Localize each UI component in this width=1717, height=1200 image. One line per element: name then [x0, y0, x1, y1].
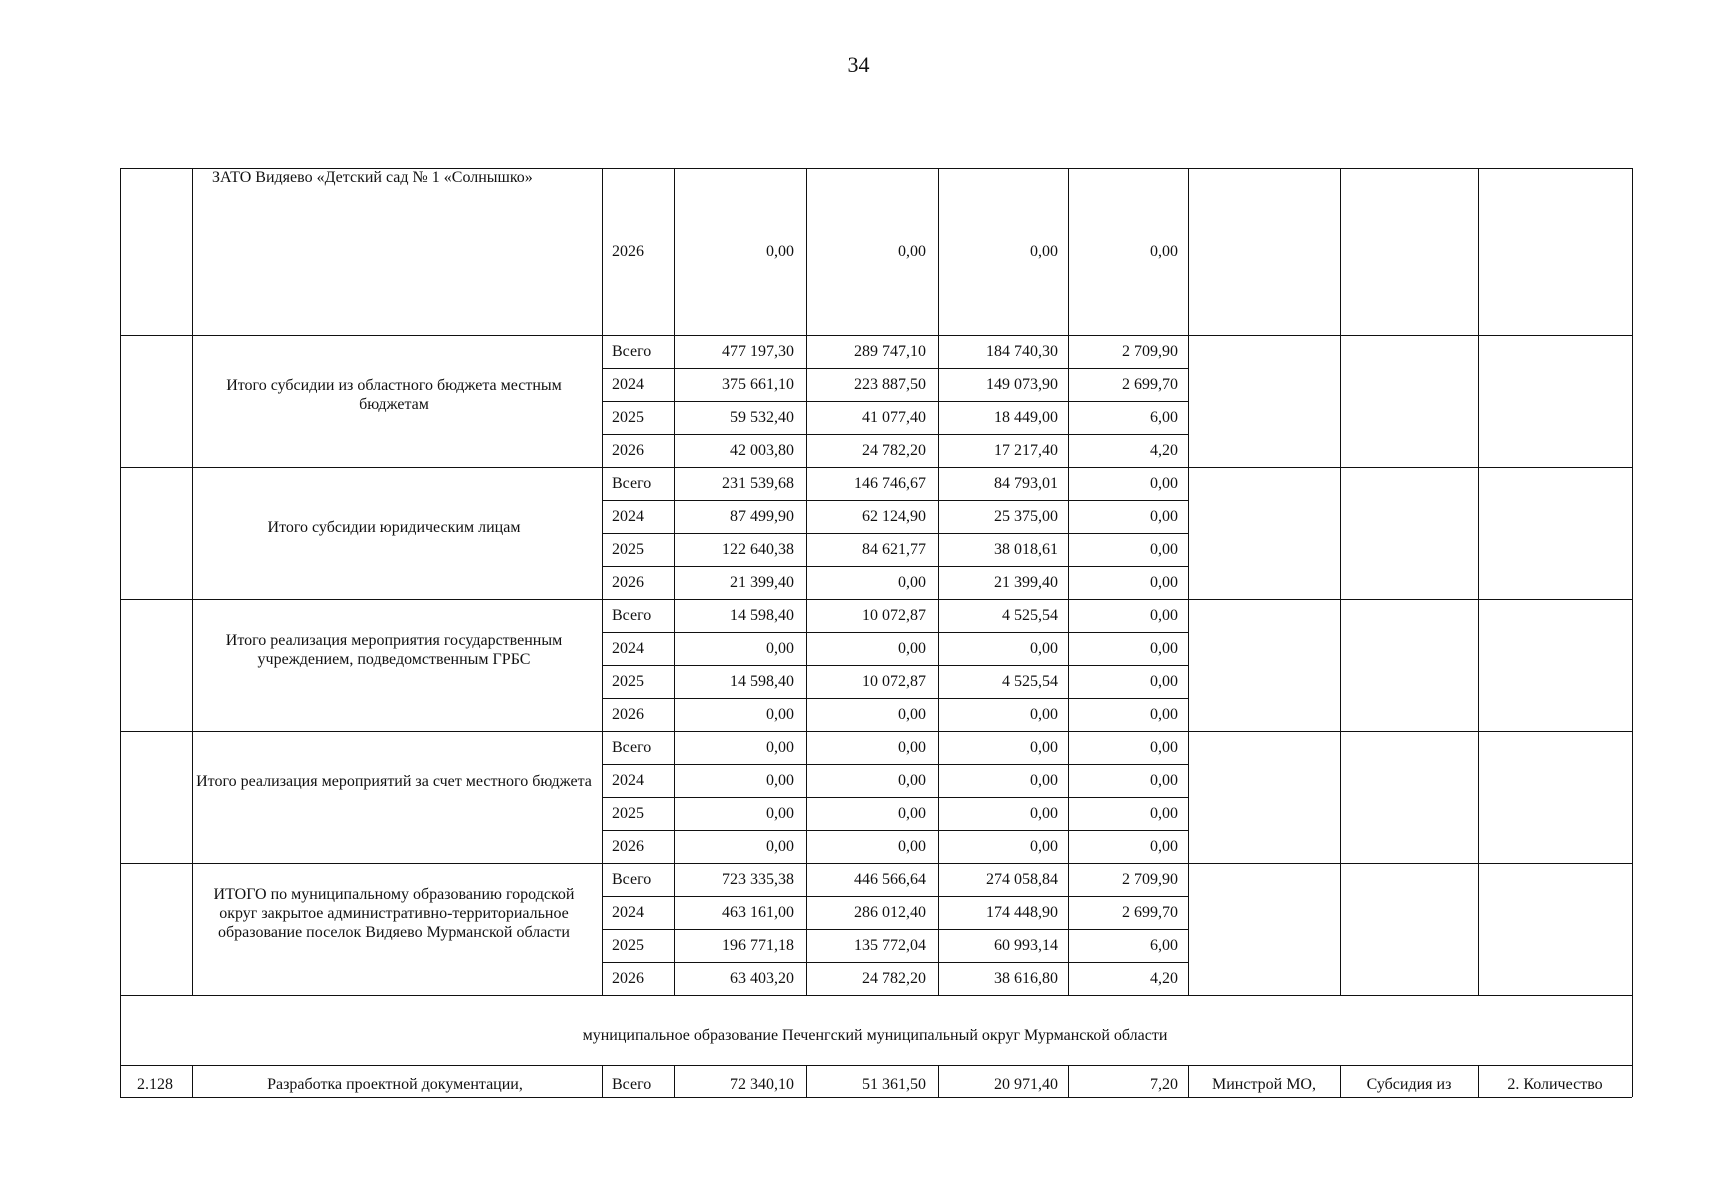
grid-line — [602, 764, 1188, 765]
group-row-value: 0,00 — [766, 640, 794, 657]
group-row-value: 0,00 — [766, 772, 794, 789]
grid-line — [1340, 168, 1341, 995]
row-title: Разработка проектной документации, — [267, 1076, 523, 1093]
group-row-year: Всего — [612, 607, 652, 624]
group-row-value: 14 598,40 — [730, 673, 794, 690]
group-row-value: 723 335,38 — [722, 871, 794, 888]
group-row-value: 0,00 — [1150, 706, 1178, 723]
grid-line — [602, 434, 1188, 435]
group-row-value: 231 539,68 — [722, 475, 794, 492]
group-row-value: 0,00 — [898, 838, 926, 855]
group-row-value: 0,00 — [766, 739, 794, 756]
row-value: 51 361,50 — [862, 1076, 926, 1093]
group-row-year: 2025 — [612, 541, 644, 558]
group-row-value: 4 525,54 — [1002, 673, 1058, 690]
group-row-value: 0,00 — [766, 838, 794, 855]
group-row-value: 0,00 — [1150, 508, 1178, 525]
group-row-value: 0,00 — [1150, 673, 1178, 690]
group-row-value: 0,00 — [1150, 541, 1178, 558]
group-row-value: 0,00 — [1030, 805, 1058, 822]
group-row-value: 2 699,70 — [1122, 376, 1178, 393]
group-row-year: 2026 — [612, 838, 644, 855]
row-indicator: 2. Количество — [1507, 1076, 1603, 1093]
group-row-value: 0,00 — [1150, 805, 1178, 822]
group-row-value: 21 399,40 — [994, 574, 1058, 591]
grid-line — [602, 500, 1188, 501]
group-row-year: Всего — [612, 343, 652, 360]
group-row-value: 0,00 — [1150, 640, 1178, 657]
section-header: муниципальное образование Печенгский муниципальный округ Мурманской области — [582, 1027, 1168, 1044]
group-row-value: 38 018,61 — [994, 541, 1058, 558]
group-row-value: 0,00 — [1150, 574, 1178, 591]
group-row-value: 6,00 — [1150, 937, 1178, 954]
top-block-value: 0,00 — [898, 243, 926, 260]
group-row-value: 0,00 — [1030, 772, 1058, 789]
group-row-value: 84 793,01 — [994, 475, 1058, 492]
group-row-value: 4 525,54 — [1002, 607, 1058, 624]
group-row-value: 14 598,40 — [730, 607, 794, 624]
grid-line — [120, 731, 1632, 732]
top-block-value: 0,00 — [766, 243, 794, 260]
grid-line — [192, 168, 193, 995]
group-row-value: 0,00 — [1150, 739, 1178, 756]
group-row-value: 38 616,80 — [994, 970, 1058, 987]
grid-line — [602, 830, 1188, 831]
group-row-value: 184 740,30 — [986, 343, 1058, 360]
group-row-value: 0,00 — [1030, 838, 1058, 855]
grid-line — [602, 929, 1188, 930]
grid-line — [602, 368, 1188, 369]
grid-line — [120, 335, 1632, 336]
grid-line — [120, 168, 121, 1097]
group-row-year: 2026 — [612, 970, 644, 987]
grid-line — [120, 863, 1632, 864]
group-row-year: 2026 — [612, 706, 644, 723]
row-year: Всего — [612, 1076, 652, 1093]
grid-line — [1632, 168, 1633, 1097]
group-row-value: 0,00 — [898, 805, 926, 822]
group-row-year: 2025 — [612, 409, 644, 426]
group-row-value: 62 124,90 — [862, 508, 926, 525]
group-row-year: 2024 — [612, 772, 644, 789]
grid-line — [602, 533, 1188, 534]
group-row-year: 2025 — [612, 937, 644, 954]
grid-line — [120, 995, 1632, 996]
group-row-value: 41 077,40 — [862, 409, 926, 426]
group-row-value: 25 375,00 — [994, 508, 1058, 525]
group-row-value: 0,00 — [898, 739, 926, 756]
group-row-value: 4,20 — [1150, 970, 1178, 987]
group-row-value: 0,00 — [1150, 475, 1178, 492]
group-row-value: 0,00 — [1030, 739, 1058, 756]
group-row-value: 0,00 — [1150, 838, 1178, 855]
group-row-value: 375 661,10 — [722, 376, 794, 393]
group-row-value: 2 709,90 — [1122, 871, 1178, 888]
grid-line — [120, 599, 1632, 600]
top-block-title: ЗАТО Видяево «Детский сад № 1 «Солнышко» — [212, 169, 533, 186]
group-row-value: 477 197,30 — [722, 343, 794, 360]
group-row-value: 17 217,40 — [994, 442, 1058, 459]
group-row-year: 2024 — [612, 508, 644, 525]
group-row-value: 4,20 — [1150, 442, 1178, 459]
top-block-year: 2026 — [612, 243, 644, 260]
group-row-value: 289 747,10 — [854, 343, 926, 360]
group-row-value: 0,00 — [1030, 640, 1058, 657]
group-row-value: 87 499,90 — [730, 508, 794, 525]
row-value: 7,20 — [1150, 1076, 1178, 1093]
group-row-value: 0,00 — [898, 640, 926, 657]
group-row-value: 6,00 — [1150, 409, 1178, 426]
group-title: Итого субсидии юридическим лицам — [267, 518, 521, 536]
row-value: 72 340,10 — [730, 1076, 794, 1093]
group-row-value: 146 746,67 — [854, 475, 926, 492]
group-row-value: 0,00 — [1150, 607, 1178, 624]
top-block-value: 0,00 — [1150, 243, 1178, 260]
group-row-year: 2026 — [612, 574, 644, 591]
grid-line — [602, 401, 1188, 402]
group-row-value: 0,00 — [1030, 706, 1058, 723]
group-row-year: 2025 — [612, 805, 644, 822]
group-row-year: 2024 — [612, 904, 644, 921]
group-row-value: 0,00 — [1150, 772, 1178, 789]
row-value: 20 971,40 — [994, 1076, 1058, 1093]
group-row-value: 174 448,90 — [986, 904, 1058, 921]
group-row-value: 21 399,40 — [730, 574, 794, 591]
group-row-value: 286 012,40 — [854, 904, 926, 921]
group-title: Итого субсидии из областного бюджета местным бюджетам — [226, 377, 562, 413]
group-row-value: 84 621,77 — [862, 541, 926, 558]
grid-line — [602, 566, 1188, 567]
group-row-value: 2 699,70 — [1122, 904, 1178, 921]
group-row-value: 446 566,64 — [854, 871, 926, 888]
grid-line — [602, 665, 1188, 666]
grid-line — [602, 797, 1188, 798]
group-row-value: 274 058,84 — [986, 871, 1058, 888]
page-number: 34 — [847, 52, 870, 77]
group-row-value: 149 073,90 — [986, 376, 1058, 393]
grid-line — [602, 962, 1188, 963]
group-row-value: 0,00 — [898, 706, 926, 723]
group-row-value: 122 640,38 — [722, 541, 794, 558]
group-row-year: Всего — [612, 739, 652, 756]
grid-line — [1188, 168, 1189, 995]
grid-line — [120, 1097, 1632, 1098]
group-row-value: 10 072,87 — [862, 673, 926, 690]
grid-line — [120, 1065, 1632, 1066]
grid-line — [602, 1065, 603, 1097]
group-row-value: 18 449,00 — [994, 409, 1058, 426]
group-row-value: 10 072,87 — [862, 607, 926, 624]
group-row-year: Всего — [612, 871, 652, 888]
group-row-year: 2024 — [612, 376, 644, 393]
group-row-value: 24 782,20 — [862, 970, 926, 987]
grid-line — [602, 632, 1188, 633]
group-row-value: 24 782,20 — [862, 442, 926, 459]
row-source: Субсидия из — [1366, 1076, 1452, 1093]
row-executor: Минстрой МО, — [1212, 1076, 1316, 1093]
grid-line — [1478, 168, 1479, 995]
group-title: Итого реализация мероприятия государственным учреждением, подведомственным ГРБС — [225, 631, 563, 668]
group-row-value: 0,00 — [766, 706, 794, 723]
grid-line — [602, 168, 603, 995]
top-block-value: 0,00 — [1030, 243, 1058, 260]
group-row-value: 0,00 — [766, 805, 794, 822]
group-row-value: 463 161,00 — [722, 904, 794, 921]
group-row-value: 0,00 — [898, 574, 926, 591]
group-row-year: Всего — [612, 475, 652, 492]
grid-line — [120, 467, 1632, 468]
group-row-year: 2025 — [612, 673, 644, 690]
group-row-value: 0,00 — [898, 772, 926, 789]
group-row-value: 196 771,18 — [722, 937, 794, 954]
group-row-value: 63 403,20 — [730, 970, 794, 987]
group-row-value: 59 532,40 — [730, 409, 794, 426]
group-row-year: 2026 — [612, 442, 644, 459]
group-title: Итого реализация мероприятий за счет местного бюджета — [196, 773, 592, 790]
row-number: 2.128 — [137, 1076, 173, 1093]
group-row-value: 2 709,90 — [1122, 343, 1178, 360]
group-row-value: 60 993,14 — [994, 937, 1058, 954]
group-row-year: 2024 — [612, 640, 644, 657]
group-row-value: 42 003,80 — [730, 442, 794, 459]
grid-line — [602, 698, 1188, 699]
grid-line — [602, 896, 1188, 897]
group-row-value: 135 772,04 — [854, 937, 926, 954]
group-title: ИТОГО по муниципальному образованию городской округ закрытое административно-территориальное образование поселок Видяево Мурманской области — [213, 886, 575, 941]
group-row-value: 223 887,50 — [854, 376, 926, 393]
